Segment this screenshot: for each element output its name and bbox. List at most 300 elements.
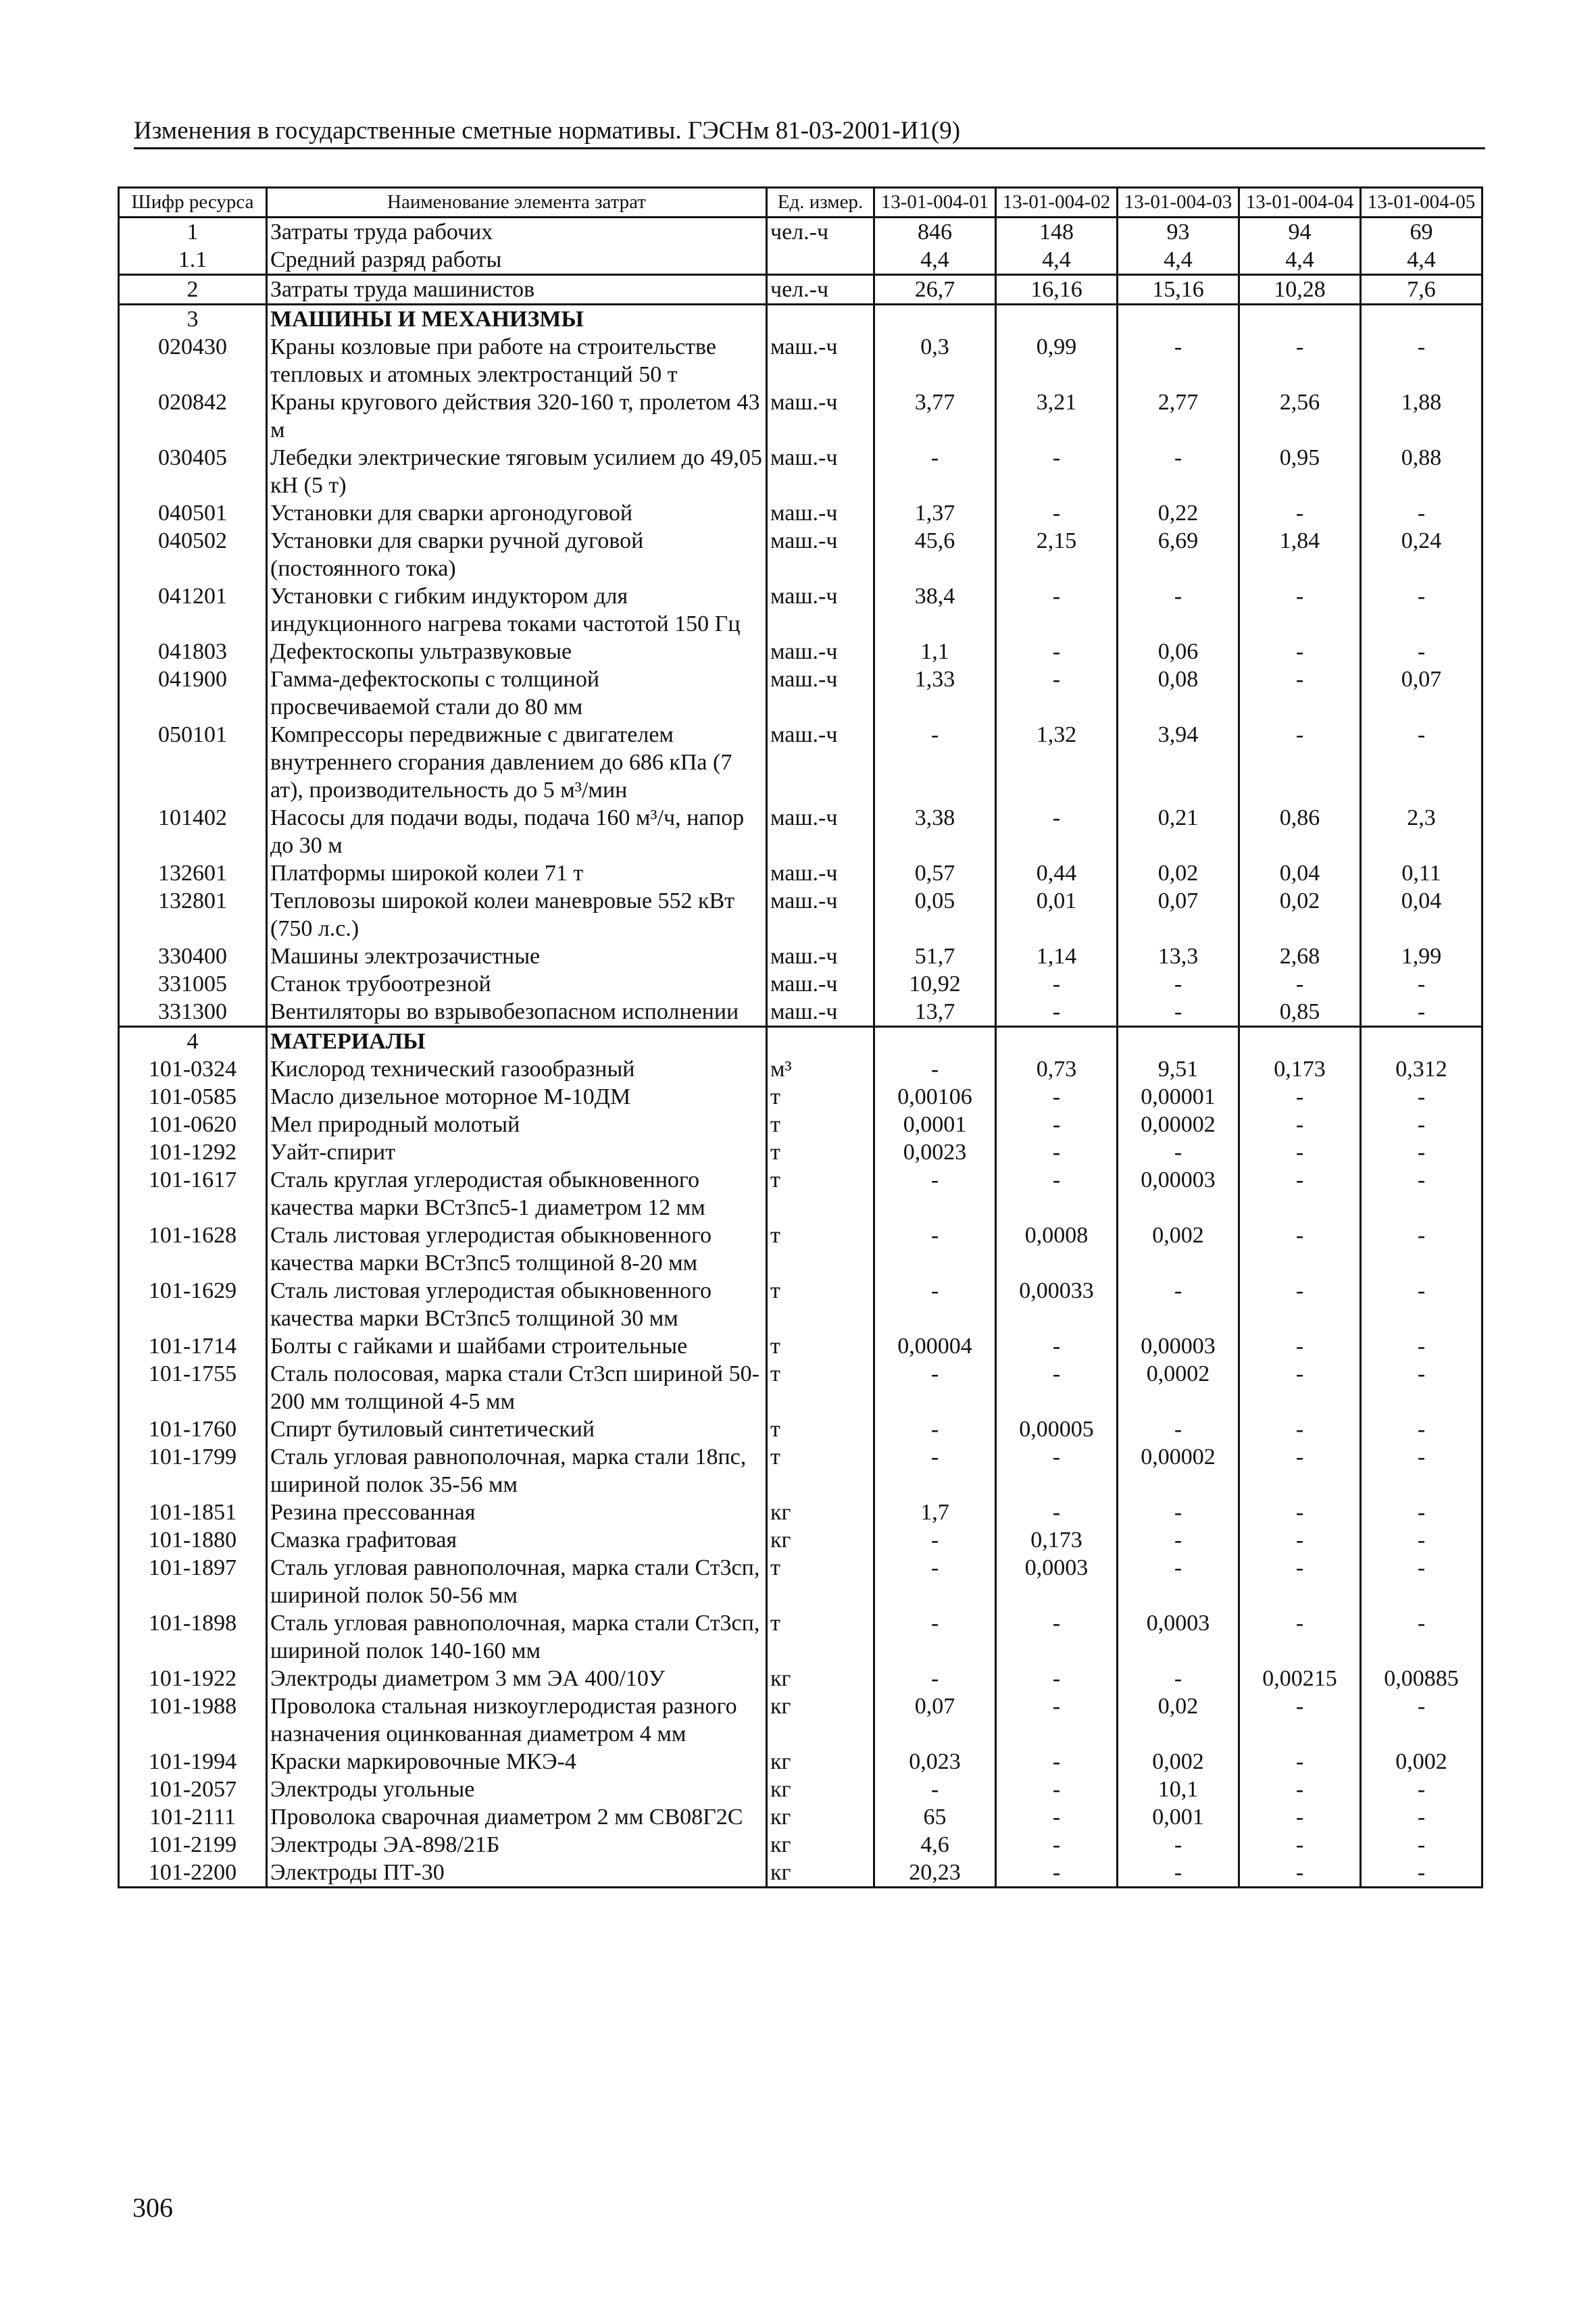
- resource-code: 330400: [119, 942, 267, 970]
- value-cell: -: [996, 1665, 1118, 1692]
- resource-name: Машины электрозачистные: [267, 942, 767, 970]
- value-cell: -: [1239, 638, 1361, 665]
- resource-name: Затраты труда машинистов: [267, 275, 767, 305]
- value-cell: 0,07: [1361, 665, 1482, 721]
- value-cell: 2,68: [1239, 942, 1361, 970]
- resource-name: Электроды ЭА-898/21Б: [267, 1831, 767, 1859]
- resource-name: Проволока стальная низкоуглеродистая разного назначения оцинкованная диаметром 4 мм: [267, 1692, 767, 1748]
- unit-cell: [767, 1027, 874, 1056]
- table-row: [119, 1111, 1482, 1138]
- resource-name: Компрессоры передвижные с двигателем внутреннего сгорания давлением до 686 кПа (7 ат), производительность до 5 м³/мин: [267, 721, 767, 804]
- value-cell: -: [1118, 1665, 1239, 1692]
- table-header-row: [119, 188, 1482, 218]
- value-cell: 0,00002: [1118, 1111, 1239, 1138]
- value-cell: -: [1239, 1499, 1361, 1526]
- resource-name: Краски маркировочные МКЭ-4: [267, 1748, 767, 1776]
- unit-cell: т: [767, 1277, 874, 1332]
- unit-cell: кг: [767, 1776, 874, 1803]
- table-row: [119, 887, 1482, 942]
- value-cell: 1,99: [1361, 942, 1482, 970]
- value-cell: 0,3: [874, 333, 996, 388]
- unit-cell: маш.-ч: [767, 998, 874, 1027]
- value-cell: -: [996, 1083, 1118, 1111]
- unit-cell: т: [767, 1554, 874, 1609]
- resource-code: 041803: [119, 638, 267, 665]
- unit-cell: чел.-ч: [767, 218, 874, 247]
- value-cell: -: [1118, 444, 1239, 499]
- value-cell: -: [1361, 1609, 1482, 1665]
- value-cell: -: [996, 444, 1118, 499]
- unit-cell: маш.-ч: [767, 665, 874, 721]
- value-cell: -: [996, 1609, 1118, 1665]
- value-cell: -: [1361, 1111, 1482, 1138]
- table-row: [119, 246, 1482, 275]
- section-title: МАТЕРИАЛЫ: [267, 1027, 767, 1056]
- value-cell: 0,00215: [1239, 1665, 1361, 1692]
- value-cell: -: [1239, 1748, 1361, 1776]
- table-row: [119, 665, 1482, 721]
- resource-name: Установки с гибким индуктором для индукционного нагрева токами частотой 150 Гц: [267, 582, 767, 638]
- value-cell: 1,1: [874, 638, 996, 665]
- resource-name: Мел природный молотый: [267, 1111, 767, 1138]
- value-cell: -: [996, 499, 1118, 527]
- unit-cell: маш.-ч: [767, 499, 874, 527]
- unit-cell: т: [767, 1166, 874, 1222]
- value-cell: 148: [996, 218, 1118, 247]
- value-cell: 0,05: [874, 887, 996, 942]
- resource-code: 101-2111: [119, 1803, 267, 1831]
- value-cell: 0,00003: [1118, 1332, 1239, 1360]
- resource-code: 101-1760: [119, 1415, 267, 1443]
- table-row: [119, 1692, 1482, 1748]
- resource-name: Тепловозы широкой колеи маневровые 552 кВт (750 л.с.): [267, 887, 767, 942]
- resource-code: 101-1880: [119, 1526, 267, 1554]
- value-cell: 0,08: [1118, 665, 1239, 721]
- value-cell: 0,002: [1118, 1748, 1239, 1776]
- resource-code: 040501: [119, 499, 267, 527]
- table-row: [119, 1526, 1482, 1554]
- resource-code: 041900: [119, 665, 267, 721]
- value-cell: 0,04: [1361, 887, 1482, 942]
- value-cell: -: [1361, 1499, 1482, 1526]
- table-row: [119, 1222, 1482, 1277]
- resource-name: Уайт-спирит: [267, 1138, 767, 1166]
- value-cell: -: [996, 665, 1118, 721]
- table-row: [119, 1499, 1482, 1526]
- value-cell: 0,173: [1239, 1055, 1361, 1083]
- unit-cell: маш.-ч: [767, 887, 874, 942]
- resource-code: 132601: [119, 859, 267, 887]
- value-cell: 6,69: [1118, 527, 1239, 582]
- value-cell: -: [874, 444, 996, 499]
- resource-code: 101-0620: [119, 1111, 267, 1138]
- unit-cell: м³: [767, 1055, 874, 1083]
- value-cell: 0,85: [1239, 998, 1361, 1027]
- value-cell: 10,92: [874, 970, 996, 998]
- col-header-unit: Ед. измер.: [767, 188, 874, 218]
- value-cell: 4,6: [874, 1831, 996, 1859]
- resource-name: Гамма-дефектоскопы с толщиной просвечиваемой стали до 80 мм: [267, 665, 767, 721]
- page-header: Изменения в государственные сметные нормативы. ГЭСНм 81-03-2001-И1(9): [134, 116, 1485, 149]
- value-cell: -: [1361, 499, 1482, 527]
- value-cell: -: [996, 1443, 1118, 1499]
- value-cell: 0,0001: [874, 1111, 996, 1138]
- value-cell: 1,84: [1239, 527, 1361, 582]
- resource-name: Краны кругового действия 320-160 т, пролетом 43 м: [267, 388, 767, 444]
- value-cell: 0,11: [1361, 859, 1482, 887]
- table-row: [119, 1055, 1482, 1083]
- value-cell: -: [996, 1803, 1118, 1831]
- unit-cell: т: [767, 1609, 874, 1665]
- resource-name: Спирт бутиловый синтетический: [267, 1415, 767, 1443]
- value-cell: -: [1361, 582, 1482, 638]
- unit-cell: маш.-ч: [767, 333, 874, 388]
- value-cell: -: [1239, 1803, 1361, 1831]
- value-cell: 4,4: [1118, 246, 1239, 275]
- resource-code: 041201: [119, 582, 267, 638]
- value-cell: -: [1239, 1111, 1361, 1138]
- value-cell: 4,4: [996, 246, 1118, 275]
- unit-cell: маш.-ч: [767, 942, 874, 970]
- value-cell: 0,00106: [874, 1083, 996, 1111]
- value-cell: -: [874, 1360, 996, 1415]
- value-cell: [1361, 305, 1482, 334]
- value-cell: 94: [1239, 218, 1361, 247]
- value-cell: 0,95: [1239, 444, 1361, 499]
- value-cell: -: [1239, 1831, 1361, 1859]
- value-cell: 4,4: [1361, 246, 1482, 275]
- value-cell: -: [996, 970, 1118, 998]
- table-row: [119, 970, 1482, 998]
- table-row: [119, 1748, 1482, 1776]
- value-cell: 15,16: [1118, 275, 1239, 305]
- table-row: [119, 1360, 1482, 1415]
- value-cell: -: [1361, 1803, 1482, 1831]
- unit-cell: кг: [767, 1499, 874, 1526]
- value-cell: -: [874, 1776, 996, 1803]
- value-cell: -: [874, 1443, 996, 1499]
- resource-code: 050101: [119, 721, 267, 804]
- resource-name: Электроды диаметром 3 мм ЭА 400/10У: [267, 1665, 767, 1692]
- value-cell: [874, 305, 996, 334]
- value-cell: -: [1118, 1138, 1239, 1166]
- table-row: [119, 1665, 1482, 1692]
- value-cell: 0,21: [1118, 804, 1239, 859]
- col-header-13-01-004-05: 13-01-004-05: [1361, 188, 1482, 218]
- unit-cell: кг: [767, 1692, 874, 1748]
- value-cell: 0,173: [996, 1526, 1118, 1554]
- value-cell: 0,44: [996, 859, 1118, 887]
- value-cell: 0,24: [1361, 527, 1482, 582]
- resource-name: Установки для сварки ручной дуговой (постоянного тока): [267, 527, 767, 582]
- value-cell: 0,0023: [874, 1138, 996, 1166]
- value-cell: 0,00885: [1361, 1665, 1482, 1692]
- value-cell: -: [1239, 970, 1361, 998]
- value-cell: -: [1239, 1222, 1361, 1277]
- unit-cell: маш.-ч: [767, 970, 874, 998]
- table-row: [119, 582, 1482, 638]
- value-cell: 13,7: [874, 998, 996, 1027]
- value-cell: -: [1361, 1415, 1482, 1443]
- value-cell: 0,00004: [874, 1332, 996, 1360]
- value-cell: -: [1361, 1443, 1482, 1499]
- value-cell: 93: [1118, 218, 1239, 247]
- value-cell: -: [1239, 1554, 1361, 1609]
- table-row: [119, 218, 1482, 247]
- value-cell: 1,14: [996, 942, 1118, 970]
- col-header-name: Наименование элемента затрат: [267, 188, 767, 218]
- value-cell: 0,001: [1118, 1803, 1239, 1831]
- table-row: [119, 1859, 1482, 1888]
- resource-code: 101-2057: [119, 1776, 267, 1803]
- value-cell: -: [874, 1222, 996, 1277]
- resource-code: 101-1851: [119, 1499, 267, 1526]
- unit-cell: кг: [767, 1748, 874, 1776]
- table-body: [119, 218, 1482, 1888]
- value-cell: -: [1118, 998, 1239, 1027]
- unit-cell: кг: [767, 1859, 874, 1888]
- resource-name: Болты с гайками и шайбами строительные: [267, 1332, 767, 1360]
- value-cell: 0,002: [1118, 1222, 1239, 1277]
- value-cell: 0,00033: [996, 1277, 1118, 1332]
- table-row: [119, 1831, 1482, 1859]
- norms-table: [118, 186, 1483, 1888]
- resource-name: Насосы для подачи воды, подача 160 м³/ч, напор до 30 м: [267, 804, 767, 859]
- value-cell: 0,0003: [996, 1554, 1118, 1609]
- resource-code: 040502: [119, 527, 267, 582]
- unit-cell: кг: [767, 1831, 874, 1859]
- value-cell: [996, 1027, 1118, 1056]
- resource-code: 331005: [119, 970, 267, 998]
- value-cell: 1,7: [874, 1499, 996, 1526]
- value-cell: -: [1361, 1692, 1482, 1748]
- value-cell: -: [1118, 582, 1239, 638]
- value-cell: 0,01: [996, 887, 1118, 942]
- value-cell: -: [1361, 1332, 1482, 1360]
- unit-cell: [767, 305, 874, 334]
- resource-name: Резина прессованная: [267, 1499, 767, 1526]
- value-cell: 0,0008: [996, 1222, 1118, 1277]
- table-row: [119, 942, 1482, 970]
- value-cell: 1,37: [874, 499, 996, 527]
- resource-code: 101-1994: [119, 1748, 267, 1776]
- value-cell: -: [996, 1360, 1118, 1415]
- resource-name: Платформы широкой колеи 71 т: [267, 859, 767, 887]
- value-cell: -: [1361, 1222, 1482, 1277]
- value-cell: 1,88: [1361, 388, 1482, 444]
- table-row: [119, 1166, 1482, 1222]
- unit-cell: т: [767, 1111, 874, 1138]
- value-cell: 0,99: [996, 333, 1118, 388]
- value-cell: -: [1361, 638, 1482, 665]
- table-row: [119, 1415, 1482, 1443]
- resource-name: Электроды угольные: [267, 1776, 767, 1803]
- col-header-13-01-004-04: 13-01-004-04: [1239, 188, 1361, 218]
- value-cell: 69: [1361, 218, 1482, 247]
- resource-code: 101-1292: [119, 1138, 267, 1166]
- value-cell: 0,07: [1118, 887, 1239, 942]
- value-cell: 0,57: [874, 859, 996, 887]
- value-cell: -: [1118, 1277, 1239, 1332]
- resource-code: 020430: [119, 333, 267, 388]
- value-cell: -: [1239, 582, 1361, 638]
- table-row: [119, 333, 1482, 388]
- value-cell: 4,4: [1239, 246, 1361, 275]
- value-cell: 0,06: [1118, 638, 1239, 665]
- value-cell: -: [996, 1138, 1118, 1166]
- value-cell: 13,3: [1118, 942, 1239, 970]
- resource-code: 101-1799: [119, 1443, 267, 1499]
- unit-cell: т: [767, 1083, 874, 1111]
- value-cell: -: [1361, 1360, 1482, 1415]
- value-cell: 10,28: [1239, 275, 1361, 305]
- value-cell: -: [1239, 1360, 1361, 1415]
- resource-code: 132801: [119, 887, 267, 942]
- value-cell: 1,33: [874, 665, 996, 721]
- value-cell: [1118, 305, 1239, 334]
- value-cell: 0,023: [874, 1748, 996, 1776]
- table-row: [119, 275, 1482, 305]
- unit-cell: т: [767, 1332, 874, 1360]
- unit-cell: т: [767, 1415, 874, 1443]
- resource-code: 101-0324: [119, 1055, 267, 1083]
- unit-cell: т: [767, 1360, 874, 1415]
- value-cell: [1239, 1027, 1361, 1056]
- value-cell: 16,16: [996, 275, 1118, 305]
- value-cell: -: [1361, 1526, 1482, 1554]
- value-cell: -: [1361, 1554, 1482, 1609]
- value-cell: -: [996, 1499, 1118, 1526]
- value-cell: 0,88: [1361, 444, 1482, 499]
- unit-cell: маш.-ч: [767, 721, 874, 804]
- value-cell: -: [874, 1665, 996, 1692]
- unit-cell: кг: [767, 1803, 874, 1831]
- table-row: [119, 1609, 1482, 1665]
- value-cell: 0,07: [874, 1692, 996, 1748]
- table-row: [119, 804, 1482, 859]
- table-row: [119, 388, 1482, 444]
- table-row: [119, 499, 1482, 527]
- value-cell: -: [1361, 970, 1482, 998]
- unit-cell: т: [767, 1443, 874, 1499]
- table-row: [119, 1083, 1482, 1111]
- unit-cell: маш.-ч: [767, 582, 874, 638]
- value-cell: -: [1118, 1831, 1239, 1859]
- resource-name: Сталь угловая равнополочная, марка стали 18пс, шириной полок 35-56 мм: [267, 1443, 767, 1499]
- resource-code: 101-1988: [119, 1692, 267, 1748]
- value-cell: [996, 305, 1118, 334]
- value-cell: -: [1239, 721, 1361, 804]
- unit-cell: маш.-ч: [767, 527, 874, 582]
- value-cell: -: [1239, 1166, 1361, 1222]
- resource-name: Сталь листовая углеродистая обыкновенного качества марки ВСт3пс5 толщиной 30 мм: [267, 1277, 767, 1332]
- resource-name: Лебедки электрические тяговым усилием до 49,05 кН (5 т): [267, 444, 767, 499]
- table-row: [119, 1554, 1482, 1609]
- value-cell: 0,02: [1239, 887, 1361, 942]
- value-cell: -: [996, 1831, 1118, 1859]
- value-cell: [1239, 305, 1361, 334]
- resource-code: 1: [119, 218, 267, 247]
- resource-name: Вентиляторы во взрывобезопасном исполнении: [267, 998, 767, 1027]
- value-cell: 0,0003: [1118, 1609, 1239, 1665]
- resource-name: Сталь листовая углеродистая обыкновенного качества марки ВСт3пс5 толщиной 8-20 мм: [267, 1222, 767, 1277]
- table-row: [119, 1776, 1482, 1803]
- value-cell: 3,38: [874, 804, 996, 859]
- unit-cell: маш.-ч: [767, 444, 874, 499]
- value-cell: 1,32: [996, 721, 1118, 804]
- value-cell: -: [1118, 1859, 1239, 1888]
- table-row: [119, 859, 1482, 887]
- value-cell: 0,04: [1239, 859, 1361, 887]
- value-cell: -: [996, 1332, 1118, 1360]
- value-cell: -: [1361, 1859, 1482, 1888]
- value-cell: 2,3: [1361, 804, 1482, 859]
- value-cell: 9,51: [1118, 1055, 1239, 1083]
- value-cell: -: [1118, 1499, 1239, 1526]
- value-cell: -: [996, 1776, 1118, 1803]
- value-cell: 2,56: [1239, 388, 1361, 444]
- resource-code: 101-1922: [119, 1665, 267, 1692]
- value-cell: -: [1239, 1443, 1361, 1499]
- table-row: [119, 998, 1482, 1027]
- value-cell: -: [1239, 1692, 1361, 1748]
- value-cell: 38,4: [874, 582, 996, 638]
- col-header-13-01-004-03: 13-01-004-03: [1118, 188, 1239, 218]
- table-row: [119, 638, 1482, 665]
- resource-code: 020842: [119, 388, 267, 444]
- value-cell: 0,02: [1118, 859, 1239, 887]
- resource-code: 101-1897: [119, 1554, 267, 1609]
- unit-cell: чел.-ч: [767, 275, 874, 305]
- resource-code: 030405: [119, 444, 267, 499]
- resource-code: 101-1628: [119, 1222, 267, 1277]
- value-cell: 0,002: [1361, 1748, 1482, 1776]
- value-cell: -: [1239, 1609, 1361, 1665]
- value-cell: -: [874, 721, 996, 804]
- table-row: [119, 1277, 1482, 1332]
- value-cell: -: [1361, 1776, 1482, 1803]
- value-cell: -: [874, 1277, 996, 1332]
- value-cell: -: [1118, 1554, 1239, 1609]
- value-cell: 51,7: [874, 942, 996, 970]
- value-cell: 0,312: [1361, 1055, 1482, 1083]
- value-cell: 0,00001: [1118, 1083, 1239, 1111]
- value-cell: -: [874, 1166, 996, 1222]
- value-cell: 4,4: [874, 246, 996, 275]
- unit-cell: [767, 246, 874, 275]
- resource-code: 1.1: [119, 246, 267, 275]
- unit-cell: маш.-ч: [767, 859, 874, 887]
- value-cell: 846: [874, 218, 996, 247]
- value-cell: -: [1361, 721, 1482, 804]
- resource-code: 101-1617: [119, 1166, 267, 1222]
- value-cell: -: [1239, 333, 1361, 388]
- resource-code: 101-1898: [119, 1609, 267, 1665]
- value-cell: 3,94: [1118, 721, 1239, 804]
- value-cell: 10,1: [1118, 1776, 1239, 1803]
- value-cell: -: [1239, 1083, 1361, 1111]
- value-cell: -: [1118, 1526, 1239, 1554]
- resource-name: Затраты труда рабочих: [267, 218, 767, 247]
- section-title: МАШИНЫ И МЕХАНИЗМЫ: [267, 305, 767, 334]
- value-cell: 2,15: [996, 527, 1118, 582]
- value-cell: -: [1239, 499, 1361, 527]
- resource-name: Станок трубоотрезной: [267, 970, 767, 998]
- value-cell: -: [1239, 665, 1361, 721]
- table-row: [119, 1803, 1482, 1831]
- value-cell: -: [1239, 1277, 1361, 1332]
- value-cell: -: [1118, 1415, 1239, 1443]
